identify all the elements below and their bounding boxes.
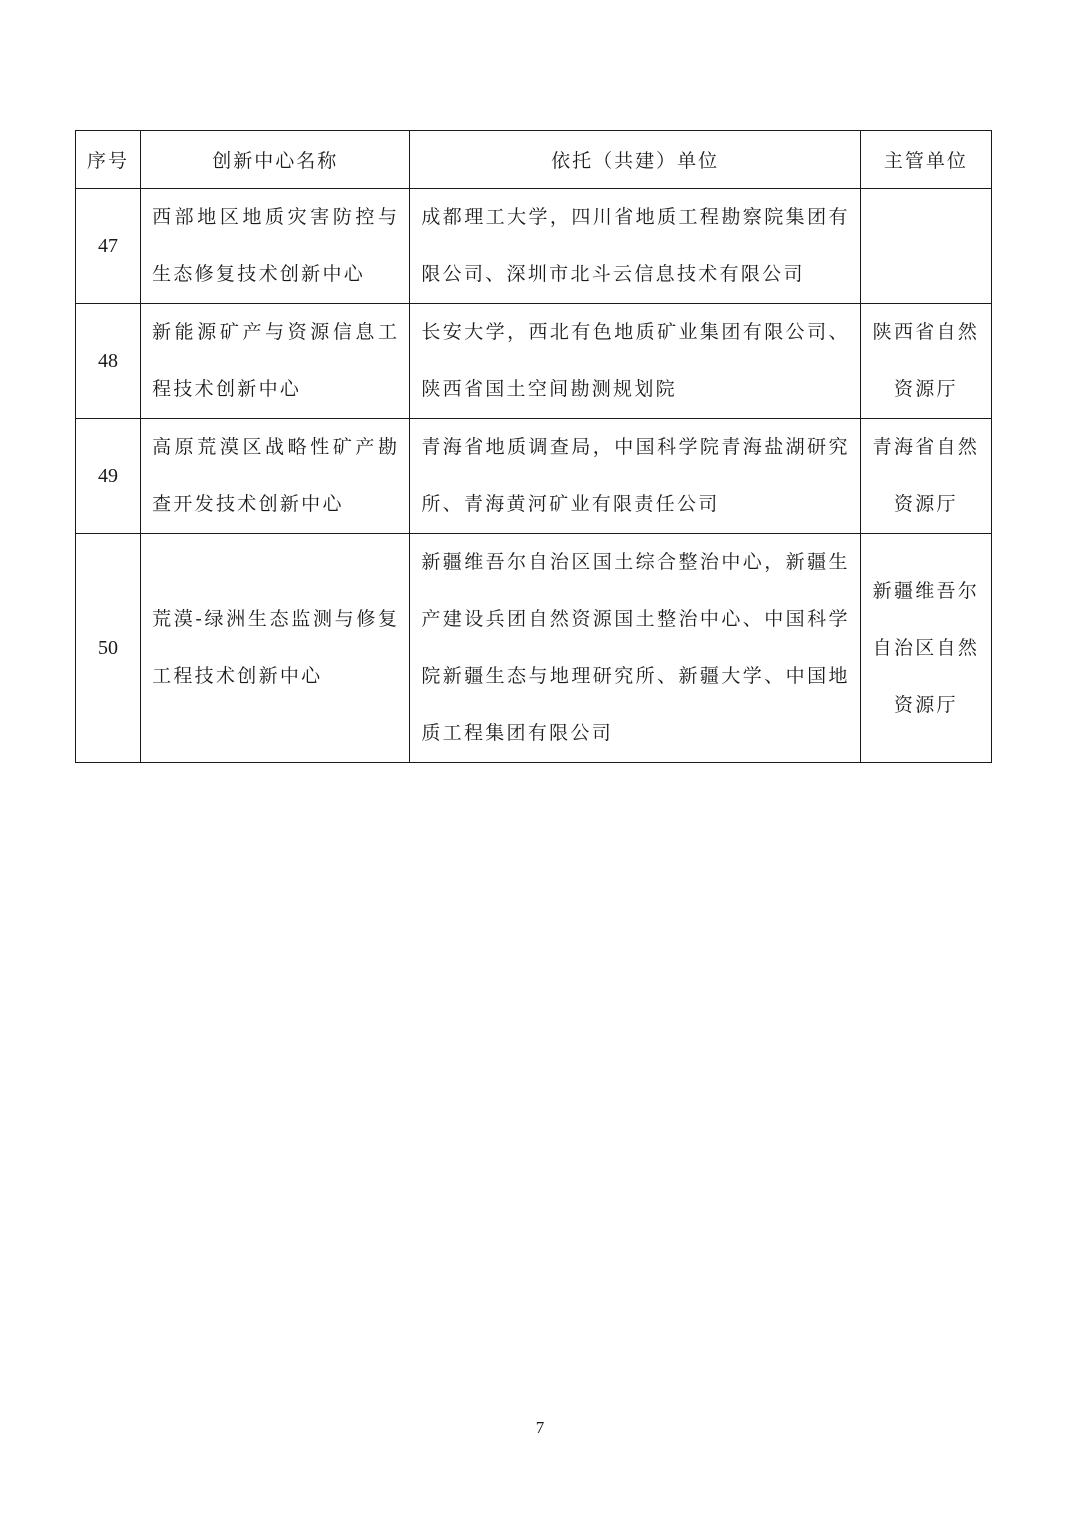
table-row xyxy=(76,534,992,763)
row-center-name: 高原荒漠区战略性矿产勘查开发技术创新中心 xyxy=(141,419,410,534)
row-supporting-units: 长安大学，西北有色地质矿业集团有限公司、陕西省国土空间勘测规划院 xyxy=(410,304,860,419)
row-supporting-units: 新疆维吾尔自治区国土综合整治中心，新疆生产建设兵团自然资源国土整治中心、中国科学院新疆生态与地理研究所、新疆大学、中国地质工程集团有限公司 xyxy=(410,534,860,763)
table-row xyxy=(76,419,992,534)
row-supervising-unit: 青海省自然资源厅 xyxy=(860,419,991,534)
row-center-name: 新能源矿产与资源信息工程技术创新中心 xyxy=(141,304,410,419)
table-row xyxy=(76,304,992,419)
row-center-name: 西部地区地质灾害防控与生态修复技术创新中心 xyxy=(141,189,410,304)
table-header-row xyxy=(76,131,992,189)
row-supervising-unit: 新疆维吾尔自治区自然资源厅 xyxy=(860,534,991,763)
header-index: 序号 xyxy=(76,131,141,189)
page-number: 7 xyxy=(535,1418,545,1437)
table-row xyxy=(76,189,992,304)
row-index: 50 xyxy=(76,534,141,763)
row-index: 47 xyxy=(76,189,141,304)
row-center-name: 荒漠-绿洲生态监测与修复工程技术创新中心 xyxy=(141,534,410,763)
innovation-center-table xyxy=(75,130,992,763)
row-index: 48 xyxy=(76,304,141,419)
row-supporting-units: 成都理工大学，四川省地质工程勘察院集团有限公司、深圳市北斗云信息技术有限公司 xyxy=(410,189,860,304)
row-index: 49 xyxy=(76,419,141,534)
header-center-name: 创新中心名称 xyxy=(141,131,410,189)
header-supporting-units: 依托（共建）单位 xyxy=(410,131,860,189)
row-supervising-unit xyxy=(860,189,991,304)
row-supervising-unit: 陕西省自然资源厅 xyxy=(860,304,991,419)
header-supervising-unit: 主管单位 xyxy=(860,131,991,189)
row-supporting-units: 青海省地质调查局，中国科学院青海盐湖研究所、青海黄河矿业有限责任公司 xyxy=(410,419,860,534)
